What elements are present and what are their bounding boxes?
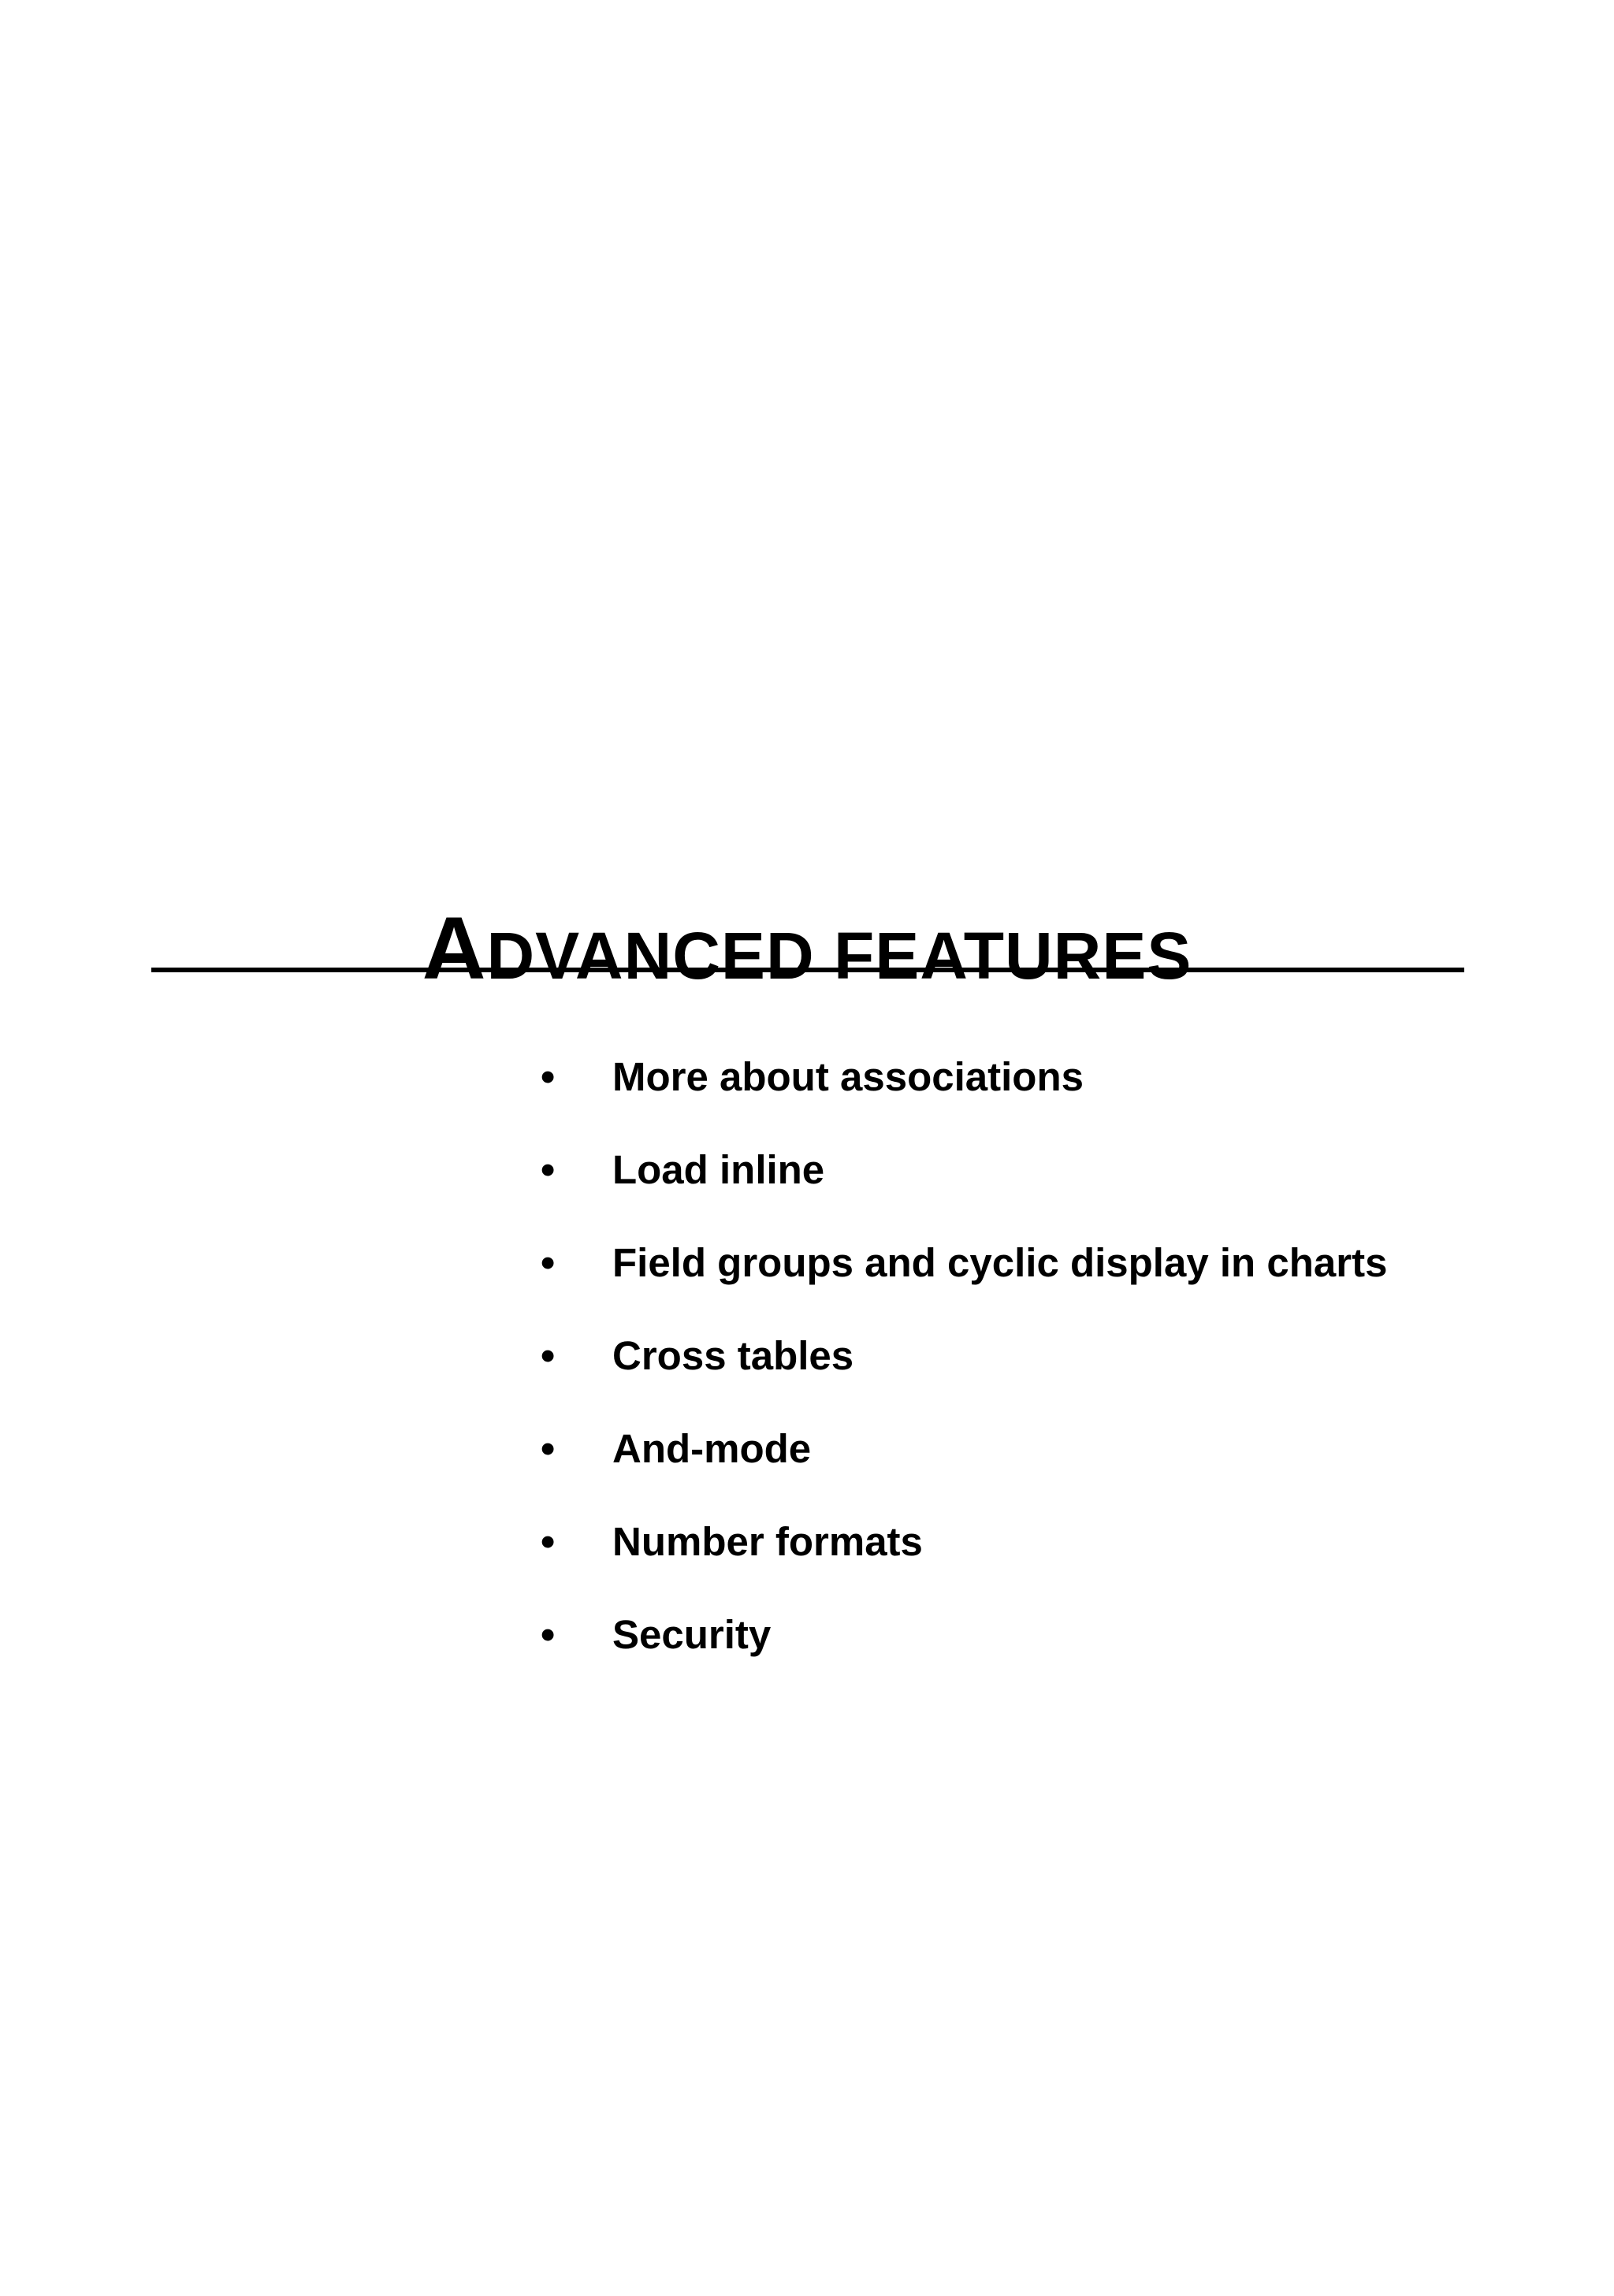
- chapter-title-rest: DVANCED FEATURES: [486, 919, 1192, 994]
- list-item: [0, 1327, 1614, 1420]
- list-item-label: Number formats: [612, 1519, 923, 1564]
- list-item: [0, 1234, 1614, 1327]
- bullet-icon: •: [541, 1612, 556, 1658]
- list-item: [0, 1420, 1614, 1513]
- list-item: [0, 1513, 1614, 1606]
- bullet-icon: •: [541, 1054, 556, 1100]
- list-item-label: Field groups and cyclic display in charts: [612, 1240, 1388, 1285]
- list-item-label: Security: [612, 1612, 772, 1657]
- title-underline-rule: [151, 968, 1464, 972]
- bullet-icon: •: [541, 1240, 556, 1286]
- chapter-title-initial: A: [422, 899, 487, 998]
- bullet-icon: •: [541, 1147, 556, 1193]
- bullet-icon: •: [541, 1333, 556, 1379]
- bullet-icon: •: [541, 1426, 556, 1472]
- list-item: [0, 1048, 1614, 1141]
- list-item: [0, 1141, 1614, 1234]
- list-item-label: Load inline: [612, 1147, 825, 1192]
- list-item: [0, 1606, 1614, 1699]
- chapter-title: [0, 899, 1614, 998]
- list-item-label: More about associations: [612, 1054, 1084, 1099]
- list-item-label: And-mode: [612, 1426, 812, 1471]
- list-item-label: Cross tables: [612, 1333, 854, 1378]
- topic-list: [0, 1048, 1614, 1699]
- bullet-icon: •: [541, 1519, 556, 1565]
